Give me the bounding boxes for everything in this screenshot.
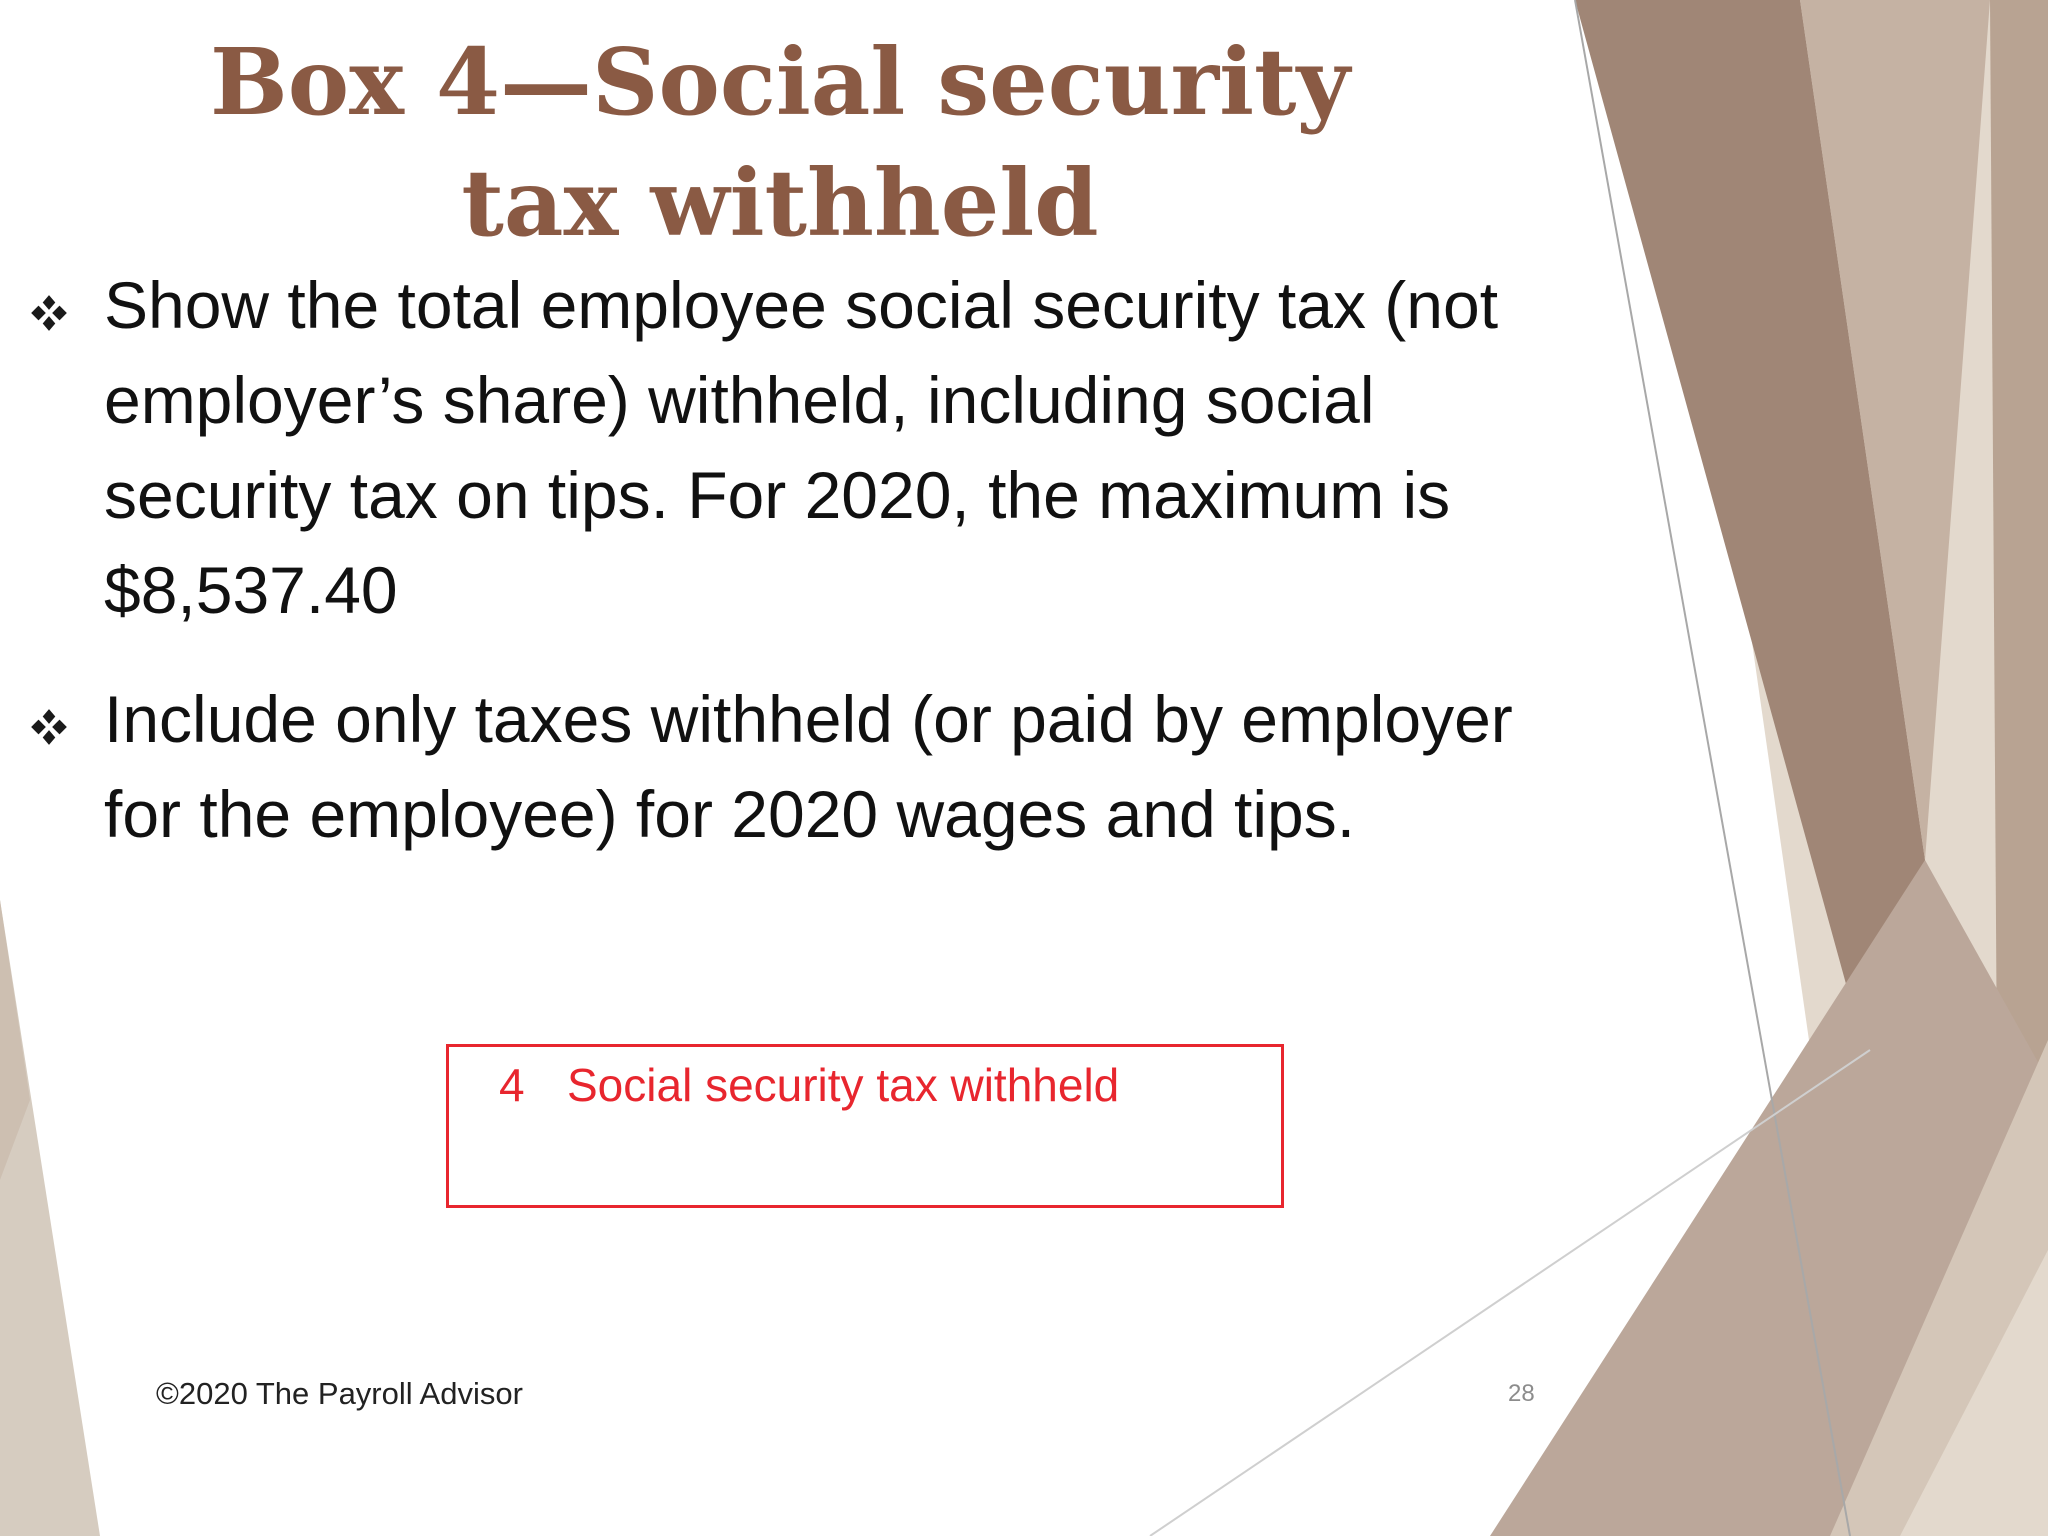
bullet-text: Include only taxes withheld (or paid by employer for the employee) for 2020 wages and tips. [104, 682, 1513, 851]
decor-left-triangle [0, 900, 100, 1536]
slide-page-number: 28 [1508, 1380, 1535, 1407]
four-diamond-bullet-icon [28, 292, 70, 334]
bullet-item [28, 258, 1528, 638]
bullet-item [28, 672, 1528, 862]
bullet-text: Show the total employee social security tax (not employer’s share) withheld, including social security tax on tips. For 2020, the maximum is $8,537.40 [104, 268, 1499, 627]
bullet-list [28, 258, 1528, 896]
four-diamond-bullet-icon [28, 706, 70, 748]
w2-box-number: 4 [499, 1059, 525, 1111]
w2-box-label: Social security tax withheld [567, 1059, 1120, 1111]
w2-form-box-4 [446, 1044, 1284, 1208]
slide-title: Box 4—Social security tax withheld [210, 28, 1350, 257]
footer-copyright: ©2020 The Payroll Advisor [156, 1376, 523, 1411]
